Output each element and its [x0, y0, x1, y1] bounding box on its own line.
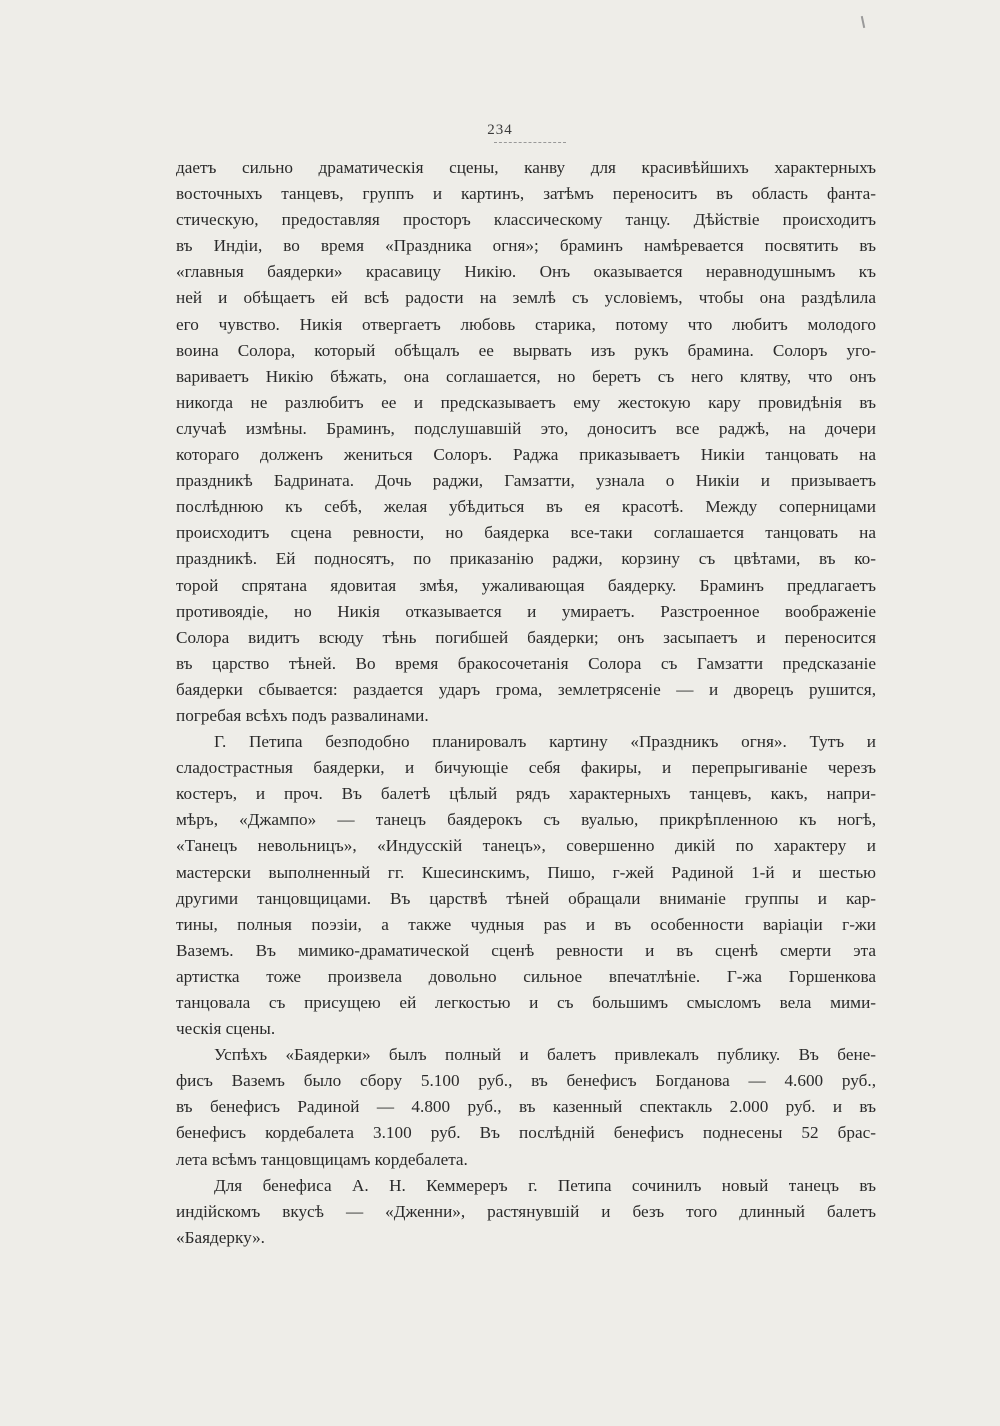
body-text — [176, 155, 876, 1251]
text-line: «Баядерку». — [176, 1227, 265, 1247]
text-line: погребая всѣхъ подъ развалинами. — [176, 705, 429, 725]
text-line: индійскомъ вкусѣ — «Дженни», растянувшій и безъ того длинный балетъ — [176, 1201, 876, 1221]
text-line: Г. Петипа безподобно планировалъ картину «Праздникъ огня». Тутъ и — [214, 732, 876, 752]
text-line: танцовала съ присущею ей легкостью и съ большимъ смысломъ вела мими- — [176, 993, 876, 1012]
text-line: въ бенефисъ Радиной — 4.800 руб., въ казенный спектакль 2.000 руб. и въ — [176, 1097, 876, 1117]
text-line: фисъ Ваземъ было сбору 5.100 руб., въ бенефисъ Богданова — 4.600 руб., — [176, 1071, 876, 1091]
text-line: лета всѣмъ танцовщицамъ кордебалета. — [176, 1149, 468, 1169]
text-line: воина Солора, который обѣщалъ ее вырвать изъ рукъ брамина. Солоръ уго- — [176, 340, 876, 360]
page-number-rule — [494, 142, 566, 143]
page-edge-mark — [861, 16, 865, 28]
text-line: Для бенефиса А. Н. Кеммереръ г. Петипа сочинилъ новый танецъ въ — [214, 1175, 876, 1195]
text-line: ней и обѣщаетъ ей всѣ радости на землѣ съ условіемъ, чтобы она раздѣлила — [176, 288, 876, 308]
text-line: вариваетъ Никію бѣжать, она соглашается, но беретъ съ него клятву, что онъ — [176, 366, 876, 386]
text-line: Успѣхъ «Баядерки» былъ полный и балетъ привлекалъ публику. Въ бене- — [214, 1045, 876, 1065]
text-line: въ Индіи, во время «Праздника огня»; браминъ намѣревается посвятить въ — [176, 236, 876, 256]
text-line: его чувство. Никія отвергаетъ любовь старика, потому что любитъ молодого — [176, 314, 876, 334]
text-line: восточныхъ танцевъ, группъ и картинъ, затѣмъ переноситъ въ область фанта- — [176, 184, 876, 204]
text-line: ческія сцены. — [176, 1019, 276, 1039]
text-line: происходитъ сцена ревности, но баядерка все-таки соглашается танцовать на — [176, 523, 876, 543]
text-line: «Танецъ невольницъ», «Индусскій танецъ», совершенно дикій по характеру и — [176, 836, 876, 856]
text-line: Солора видитъ всюду тѣнь погибшей баядерки; онъ засыпаетъ и переносится — [176, 627, 876, 647]
text-line: праздникѣ Бадрината. Дочь раджи, Гамзатти, узнала о Никіи и призываетъ — [176, 471, 876, 491]
text-line: случаѣ измѣны. Браминъ, подслушавшій это, доноситъ все раджѣ, на дочери — [176, 418, 876, 438]
text-line: другими танцовщицами. Въ царствѣ тѣней обращали вниманіе группы и кар- — [176, 888, 876, 908]
text-line: торой спрятана ядовитая змѣя, ужаливающая баядерку. Браминъ предлагаетъ — [176, 575, 876, 595]
text-line: послѣднюю къ себѣ, желая убѣдиться въ ея красотѣ. Между соперницами — [176, 497, 876, 517]
text-line: тины, полныя поэзіи, а также чудныя pas и въ особенности варіаціи г-жи — [176, 914, 876, 934]
text-line: баядерки сбывается: раздается ударъ грома, землетрясеніе — и дворецъ рушится, — [176, 679, 876, 699]
text-line: противоядіе, но Никія отказывается и умираетъ. Разстроенное воображеніе — [176, 601, 876, 621]
text-line: мѣръ, «Джампо» — танецъ баядерокъ съ вуалью, прикрѣпленною къ ногѣ, — [176, 810, 876, 830]
text-line: костеръ, и проч. Въ балетѣ цѣлый рядъ характерныхъ танцевъ, какъ, напри- — [176, 784, 876, 804]
text-line: артистка тоже произвела довольно сильное впечатлѣніе. Г-жа Горшенкова — [176, 966, 876, 986]
text-line: Ваземъ. Въ мимико-драматической сценѣ ревности и въ сценѣ смерти эта — [176, 940, 876, 960]
text-line: «главныя баядерки» красавицу Никію. Онъ оказывается неравнодушнымъ къ — [176, 262, 876, 282]
text-line: стическую, предоставляя просторъ классическому танцу. Дѣйствіе происходитъ — [176, 210, 876, 230]
text-line: бенефисъ кордебалета 3.100 руб. Въ послѣдній бенефисъ поднесены 52 брас- — [176, 1123, 876, 1143]
text-line: сладострастныя баядерки, и бичующіе себя факиры, и перепрыгиваніе черезъ — [176, 758, 876, 778]
text-line: даетъ сильно драматическія сцены, канву для красивѣйшихъ характерныхъ — [176, 158, 876, 177]
page-number: 234 — [487, 122, 513, 138]
text-line: котораго долженъ жениться Солоръ. Раджа приказываетъ Никіи танцовать на — [176, 445, 876, 465]
text-line: мастерски выполненный гг. Кшесинскимъ, Пишо, г-жей Радиной 1-й и шестью — [176, 862, 876, 882]
text-line: никогда не разлюбитъ ее и предсказываетъ ему жестокую кару провидѣнія въ — [176, 392, 876, 412]
text-line: въ царство тѣней. Во время бракосочетанія Солора съ Гамзатти предсказаніе — [176, 653, 876, 673]
text-line: праздникѣ. Ей подносятъ, по приказанію раджи, корзину съ цвѣтами, въ ко- — [176, 549, 876, 569]
